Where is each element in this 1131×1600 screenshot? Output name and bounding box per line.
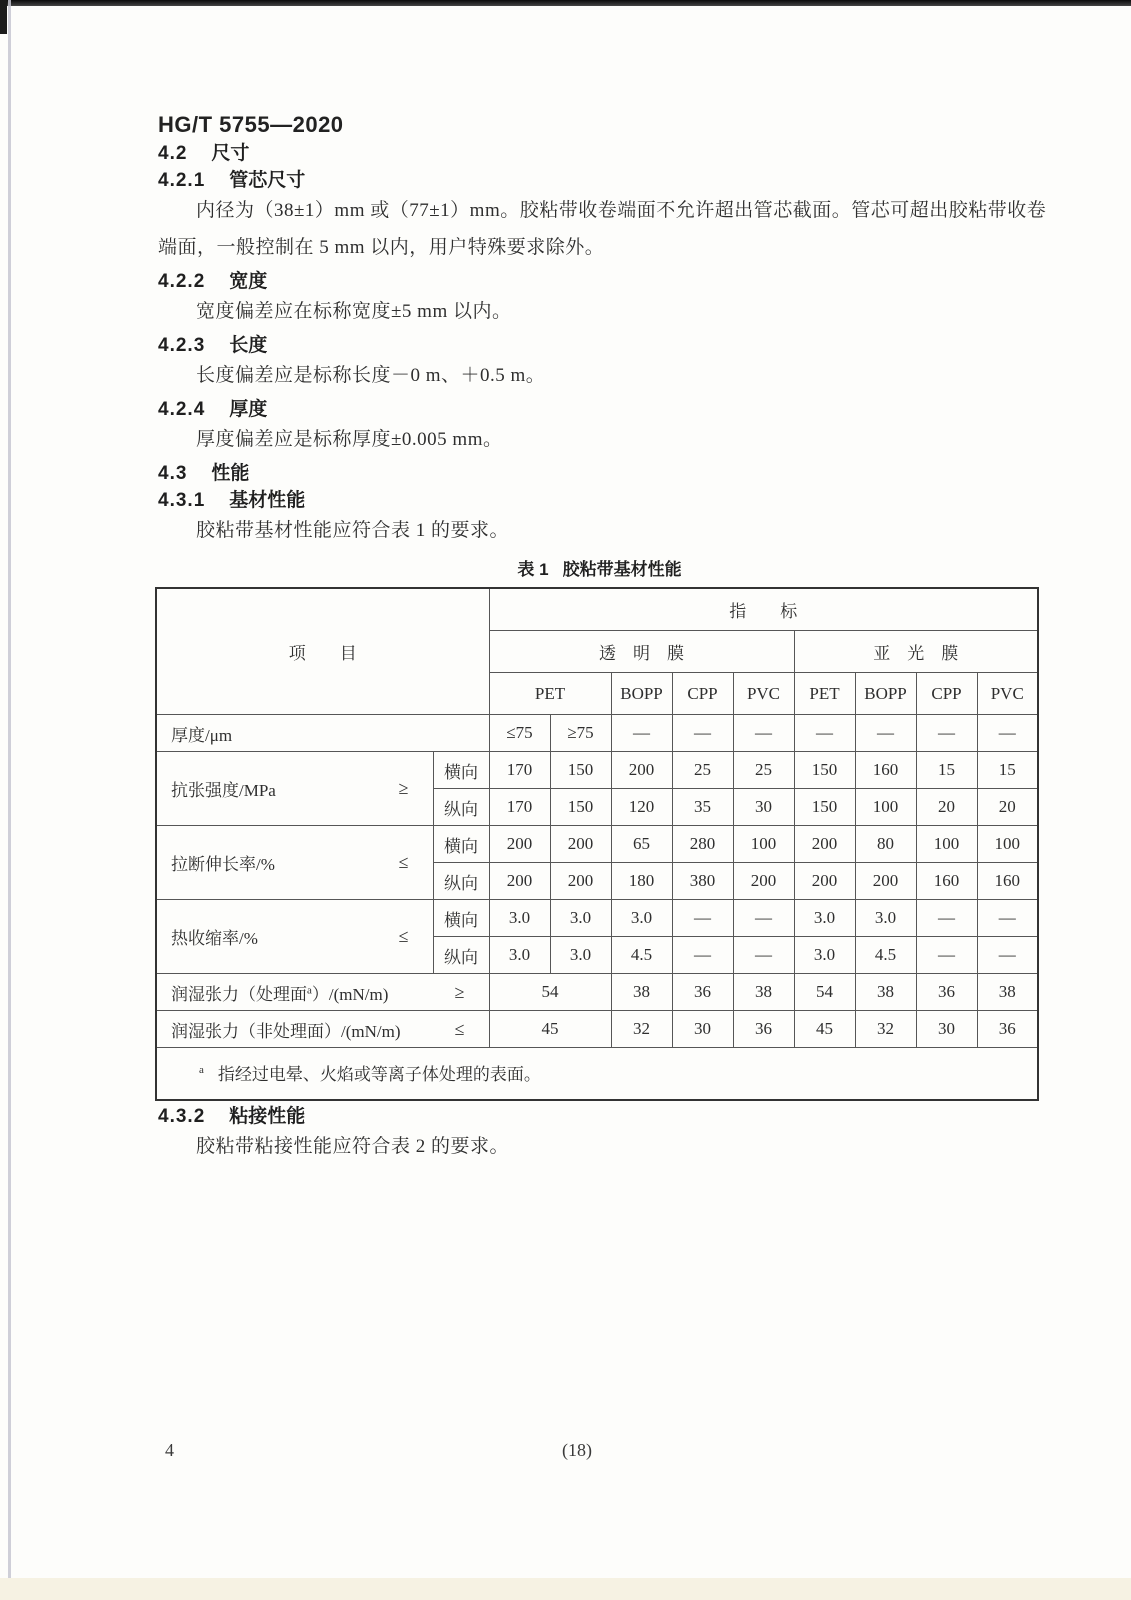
- table-footnote: [156, 1048, 1038, 1101]
- direction-cell: 横向: [433, 826, 489, 863]
- value-cell: 20: [977, 789, 1038, 826]
- header-col-pet: PET: [794, 673, 855, 715]
- value-cell: 30: [733, 789, 794, 826]
- value-cell: —: [916, 937, 977, 974]
- value-cell: —: [916, 715, 977, 752]
- row-thickness: [156, 715, 1038, 752]
- table-caption-title: 胶粘带基材性能: [562, 560, 682, 579]
- value-cell: 36: [733, 1011, 794, 1048]
- value-cell: —: [672, 937, 733, 974]
- row-wetting-untreated: [156, 1011, 1038, 1048]
- section-heading-4-2-1: [158, 165, 1065, 192]
- direction-cell: 纵向: [433, 789, 489, 826]
- section-title: 管芯尺寸: [229, 170, 306, 191]
- value-cell: 54: [794, 974, 855, 1011]
- paragraph-4-3-2: 胶粘带粘接性能应符合表 2 的要求。: [196, 1136, 510, 1157]
- value-cell: 3.0: [550, 937, 611, 974]
- value-cell: 200: [794, 826, 855, 863]
- section-number: 4.2.2: [158, 271, 206, 292]
- section-heading-4-2-3: [158, 330, 1065, 357]
- section-title: 宽度: [229, 271, 268, 292]
- value-cell: 150: [550, 789, 611, 826]
- value-cell: 280: [672, 826, 733, 863]
- direction-cell: 横向: [433, 900, 489, 937]
- value-cell: 200: [611, 752, 672, 789]
- section-heading-4-3: [158, 458, 1065, 485]
- paragraph-4-3-1: 胶粘带基材性能应符合表 1 的要求。: [196, 520, 510, 541]
- header-col-pvc: PVC: [977, 673, 1038, 715]
- value-cell: 160: [977, 863, 1038, 900]
- value-cell: 200: [794, 863, 855, 900]
- value-cell: 80: [855, 826, 916, 863]
- section-number: 4.2.3: [158, 335, 206, 356]
- paragraph-4-2-2: 宽度偏差应在标称宽度±5 mm 以内。: [196, 301, 512, 322]
- value-cell: 38: [855, 974, 916, 1011]
- value-cell: 36: [977, 1011, 1038, 1048]
- value-cell: 3.0: [489, 900, 550, 937]
- value-cell: 38: [733, 974, 794, 1011]
- header-index: 指 标: [489, 588, 1038, 631]
- direction-cell: 纵向: [433, 863, 489, 900]
- header-col-cpp: CPP: [916, 673, 977, 715]
- section-title: 厚度: [229, 399, 268, 420]
- value-cell: —: [916, 900, 977, 937]
- scan-edge-corner: [0, 0, 7, 34]
- value-cell: 3.0: [611, 900, 672, 937]
- section-title: 长度: [229, 335, 268, 356]
- value-cell: 200: [733, 863, 794, 900]
- row-name-wetting-untreated: [156, 1011, 489, 1048]
- row-label: 热收缩率/%: [171, 929, 258, 948]
- section-heading-4-2-4: [158, 394, 1065, 421]
- row-name-shrinkage: [156, 900, 433, 974]
- header-item: 项 目: [156, 588, 489, 715]
- footnote-text: 指经过电晕、火焰或等离子体处理的表面。: [217, 1065, 541, 1084]
- page-number: 4: [165, 1440, 174, 1460]
- value-cell: 100: [733, 826, 794, 863]
- value-cell: —: [672, 715, 733, 752]
- value-cell: 38: [977, 974, 1038, 1011]
- footer-center-number: (18): [562, 1440, 592, 1460]
- header-clear-film: 透 明 膜: [489, 631, 794, 673]
- value-cell: —: [855, 715, 916, 752]
- scan-edge-left: [8, 0, 11, 1600]
- section-title: 粘接性能: [229, 1106, 306, 1127]
- paragraph-4-2-3: 长度偏差应是标称长度－0 m、＋0.5 m。: [196, 365, 546, 386]
- value-cell: —: [977, 937, 1038, 974]
- footnote-marker: a: [199, 1064, 204, 1077]
- header-col-pet: PET: [489, 673, 611, 715]
- row-label: 抗张强度/MPa: [171, 781, 276, 800]
- value-cell: 150: [794, 789, 855, 826]
- header-col-bopp: BOPP: [855, 673, 916, 715]
- value-cell: 4.5: [611, 937, 672, 974]
- value-cell: —: [733, 715, 794, 752]
- value-cell: 160: [855, 752, 916, 789]
- section-number: 4.3.1: [158, 490, 206, 511]
- lte-symbol: ≤: [398, 926, 409, 946]
- row-label: 润湿张力（非处理面）/(mN/m): [171, 1021, 401, 1041]
- section-number: 4.2.4: [158, 399, 206, 420]
- value-cell: 200: [550, 826, 611, 863]
- scan-edge-top: [0, 0, 1131, 6]
- row-label: 润湿张力（处理面$^a$）/(mN/m): [171, 983, 389, 1004]
- section-number: 4.2.1: [158, 170, 206, 191]
- scan-edge-bottom: [0, 1578, 1131, 1600]
- value-cell: 35: [672, 789, 733, 826]
- header-col-cpp: CPP: [672, 673, 733, 715]
- section-title: 性能: [211, 463, 250, 484]
- table-caption-label: 表 1: [517, 560, 549, 579]
- value-cell: 120: [611, 789, 672, 826]
- table-substrate-properties: [155, 587, 1039, 1101]
- value-cell: 200: [550, 863, 611, 900]
- row-name-elongation: [156, 826, 433, 900]
- gte-symbol: ≥: [398, 778, 409, 798]
- value-cell: ≤75: [489, 715, 550, 752]
- row-wetting-treated: [156, 974, 1038, 1011]
- value-cell: 200: [489, 863, 550, 900]
- paragraph-4-2-1: 内径为（38±1）mm 或（77±1）mm。胶粘带收卷端面不允许超出管芯截面。管芯可超出胶粘带收卷端面，一般控制在 5 mm 以内，用户特殊要求除外。: [158, 200, 1047, 258]
- value-cell: 32: [855, 1011, 916, 1048]
- page-content: [158, 112, 1065, 1165]
- table-header-row-1: [156, 588, 1038, 631]
- value-cell: 150: [550, 752, 611, 789]
- value-cell: —: [672, 900, 733, 937]
- value-cell: 25: [733, 752, 794, 789]
- value-cell: —: [733, 937, 794, 974]
- value-cell: 3.0: [550, 900, 611, 937]
- value-cell: 30: [672, 1011, 733, 1048]
- value-cell: 45: [489, 1011, 611, 1048]
- value-cell: 3.0: [855, 900, 916, 937]
- document-number: HG/T 5755—2020: [158, 112, 344, 137]
- header-col-bopp: BOPP: [611, 673, 672, 715]
- direction-cell: 横向: [433, 752, 489, 789]
- section-heading-4-2: [158, 138, 1065, 165]
- paragraph-4-2-4: 厚度偏差应是标称厚度±0.005 mm。: [196, 429, 503, 450]
- value-cell: 15: [916, 752, 977, 789]
- header-col-pvc: PVC: [733, 673, 794, 715]
- section-title: 基材性能: [229, 490, 306, 511]
- row-label: 拉断伸长率/%: [171, 855, 275, 874]
- section-heading-4-3-2: [158, 1101, 1065, 1128]
- value-cell: —: [733, 900, 794, 937]
- value-cell: 54: [489, 974, 611, 1011]
- value-cell: 25: [672, 752, 733, 789]
- row-footnote: [156, 1048, 1038, 1101]
- header-matte-film: 亚 光 膜: [794, 631, 1038, 673]
- value-cell: 380: [672, 863, 733, 900]
- section-number: 4.3.2: [158, 1106, 206, 1127]
- value-cell: 15: [977, 752, 1038, 789]
- section-number: 4.2: [158, 143, 188, 164]
- value-cell: 3.0: [794, 900, 855, 937]
- value-cell: —: [977, 715, 1038, 752]
- value-cell: 36: [916, 974, 977, 1011]
- section-title: 尺寸: [211, 143, 250, 164]
- value-cell: 65: [611, 826, 672, 863]
- table-caption: [158, 555, 1041, 580]
- value-cell: 170: [489, 789, 550, 826]
- value-cell: 160: [916, 863, 977, 900]
- value-cell: 100: [855, 789, 916, 826]
- row-name-thickness: 厚度/μm: [156, 715, 489, 752]
- value-cell: 30: [916, 1011, 977, 1048]
- lte-symbol: ≤: [454, 1018, 465, 1039]
- value-cell: 180: [611, 863, 672, 900]
- value-cell: 20: [916, 789, 977, 826]
- value-cell: —: [611, 715, 672, 752]
- row-tensile-md: [156, 752, 1038, 789]
- value-cell: 3.0: [794, 937, 855, 974]
- row-elongation-md: [156, 826, 1038, 863]
- value-cell: 45: [794, 1011, 855, 1048]
- row-name-wetting-treated: [156, 974, 489, 1011]
- direction-cell: 纵向: [433, 937, 489, 974]
- value-cell: 3.0: [489, 937, 550, 974]
- lte-symbol: ≤: [398, 852, 409, 872]
- value-cell: 100: [977, 826, 1038, 863]
- value-cell: 32: [611, 1011, 672, 1048]
- section-number: 4.3: [158, 463, 188, 484]
- value-cell: —: [794, 715, 855, 752]
- row-shrinkage-md: [156, 900, 1038, 937]
- value-cell: 200: [489, 826, 550, 863]
- value-cell: 36: [672, 974, 733, 1011]
- footnote-marker: a: [307, 983, 312, 996]
- value-cell: 200: [855, 863, 916, 900]
- value-cell: 170: [489, 752, 550, 789]
- value-cell: 38: [611, 974, 672, 1011]
- value-cell: —: [977, 900, 1038, 937]
- section-heading-4-2-2: [158, 266, 1065, 293]
- value-cell: ≥75: [550, 715, 611, 752]
- row-name-tensile: [156, 752, 433, 826]
- value-cell: 100: [916, 826, 977, 863]
- gte-symbol: ≥: [454, 981, 465, 1002]
- value-cell: 150: [794, 752, 855, 789]
- section-heading-4-3-1: [158, 485, 1065, 512]
- value-cell: 4.5: [855, 937, 916, 974]
